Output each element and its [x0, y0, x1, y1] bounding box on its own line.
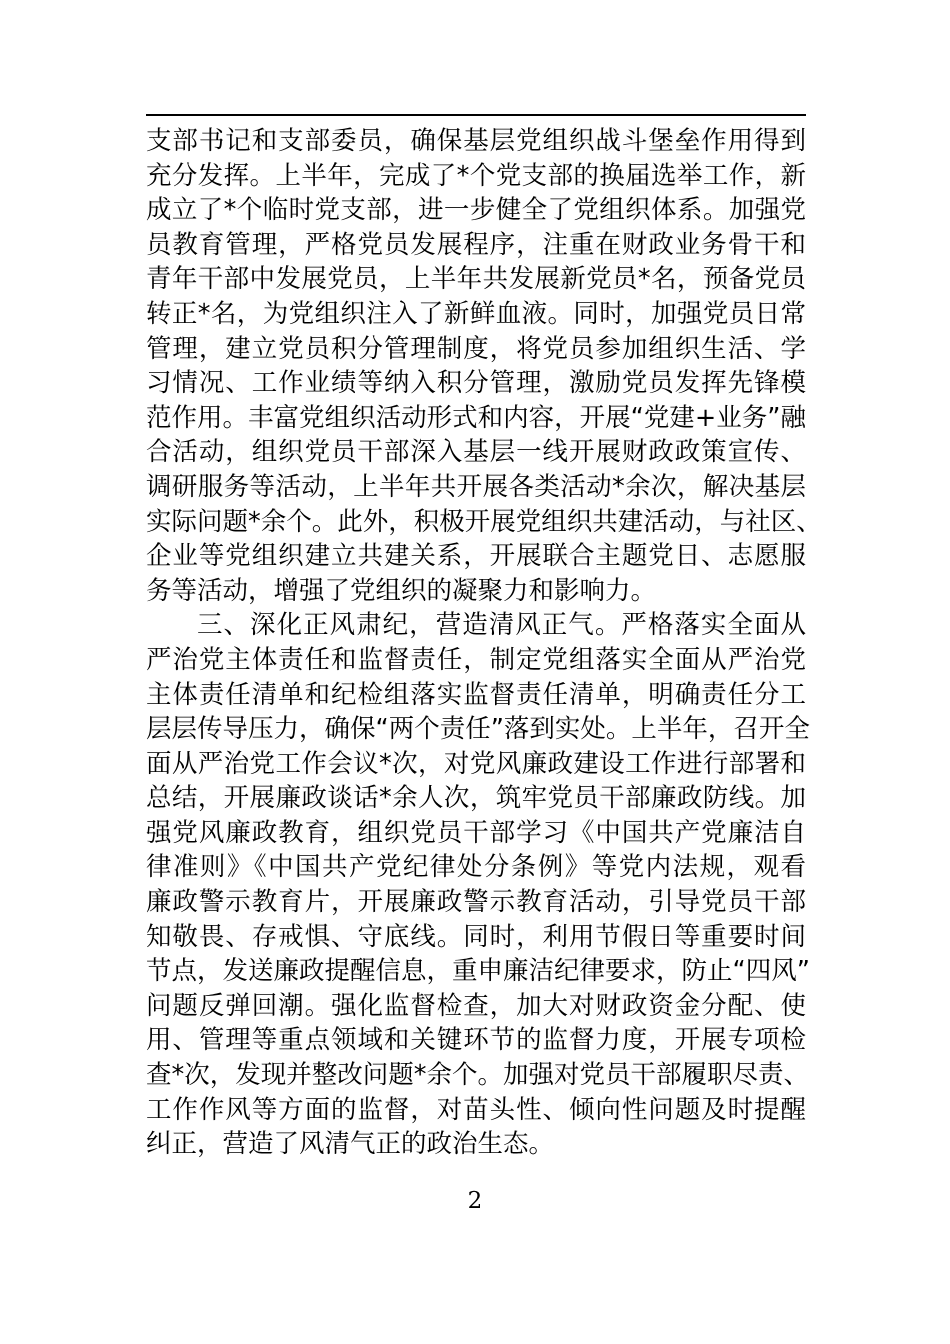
text-line: 严治党主体责任和监督责任，制定党组落实全面从严治党 [146, 644, 806, 675]
text-line: 问题反弹回潮。强化监督检查，加大对财政资金分配、使 [146, 990, 806, 1021]
text-line: 用、管理等重点领域和关键环节的监督力度，开展专项检 [146, 1025, 806, 1056]
paragraph-last-line: 务等活动，增强了党组织的凝聚力和影响力。 [146, 575, 657, 606]
text-line: 强党风廉政教育，组织党员干部学习《中国共产党廉洁自 [146, 817, 806, 848]
text-line: 调研服务等活动，上半年共开展各类活动*余次，解决基层 [146, 471, 806, 502]
text-line: 律准则》《中国共产党纪律处分条例》等党内法规，观看 [146, 852, 806, 883]
text-line: 工作作风等方面的监督，对苗头性、倾向性问题及时提醒 [146, 1094, 806, 1125]
text-line: 青年干部中发展党员，上半年共发展新党员*名，预备党员 [146, 264, 806, 295]
text-line: 管理，建立党员积分管理制度，将党员参加组织生活、学 [146, 333, 806, 364]
section-heading-line: 三、深化正风肃纪，营造清风正气。严格落实全面从 [197, 610, 806, 641]
text-line: 合活动，组织党员干部深入基层一线开展财政政策宣传、 [146, 437, 806, 468]
text-line: 范作用。丰富党组织活动形式和内容，开展“党建+业务”融 [146, 402, 806, 433]
text-line: 主体责任清单和纪检组落实监督责任清单，明确责任分工 [146, 679, 806, 710]
text-line: 知敬畏、存戒惧、守底线。同时，利用节假日等重要时间 [146, 921, 806, 952]
text-line: 廉政警示教育片，开展廉政警示教育活动，引导党员干部 [146, 887, 806, 918]
text-line: 面从严治党工作会议*次，对党风廉政建设工作进行部署和 [146, 748, 806, 779]
header-rule [146, 114, 806, 116]
text-line: 层层传导压力，确保“两个责任”落到实处。上半年，召开全 [146, 714, 810, 745]
text-line: 转正*名，为党组织注入了新鲜血液。同时，加强党员日常 [146, 298, 806, 329]
text-line: 实际问题*余个。此外，积极开展党组织共建活动，与社区、 [146, 506, 822, 537]
text-line: 习情况、工作业绩等纳入积分管理，激励党员发挥先锋模 [146, 368, 806, 399]
text-line: 查*次，发现并整改问题*余个。加强对党员干部履职尽责、 [146, 1060, 810, 1091]
page-number: 2 [467, 1188, 483, 1214]
paragraph-last-line: 纠正，营造了风清气正的政治生态。 [146, 1129, 555, 1160]
text-line: 企业等党组织建立共建关系，开展联合主题党日、志愿服 [146, 541, 806, 572]
text-line: 支部书记和支部委员，确保基层党组织战斗堡垒作用得到 [146, 126, 806, 156]
text-line: 充分发挥。上半年，完成了*个党支部的换届选举工作，新 [146, 160, 806, 191]
text-line: 员教育管理，严格党员发展程序，注重在财政业务骨干和 [146, 229, 806, 260]
text-line: 总结，开展廉政谈话*余人次，筑牢党员干部廉政防线。加 [146, 783, 806, 814]
document-body [146, 124, 822, 1162]
text-line: 节点，发送廉政提醒信息，重申廉洁纪律要求，防止“四风” [146, 956, 810, 987]
text-line: 成立了*个临时党支部，进一步健全了党组织体系。加强党 [146, 195, 806, 226]
